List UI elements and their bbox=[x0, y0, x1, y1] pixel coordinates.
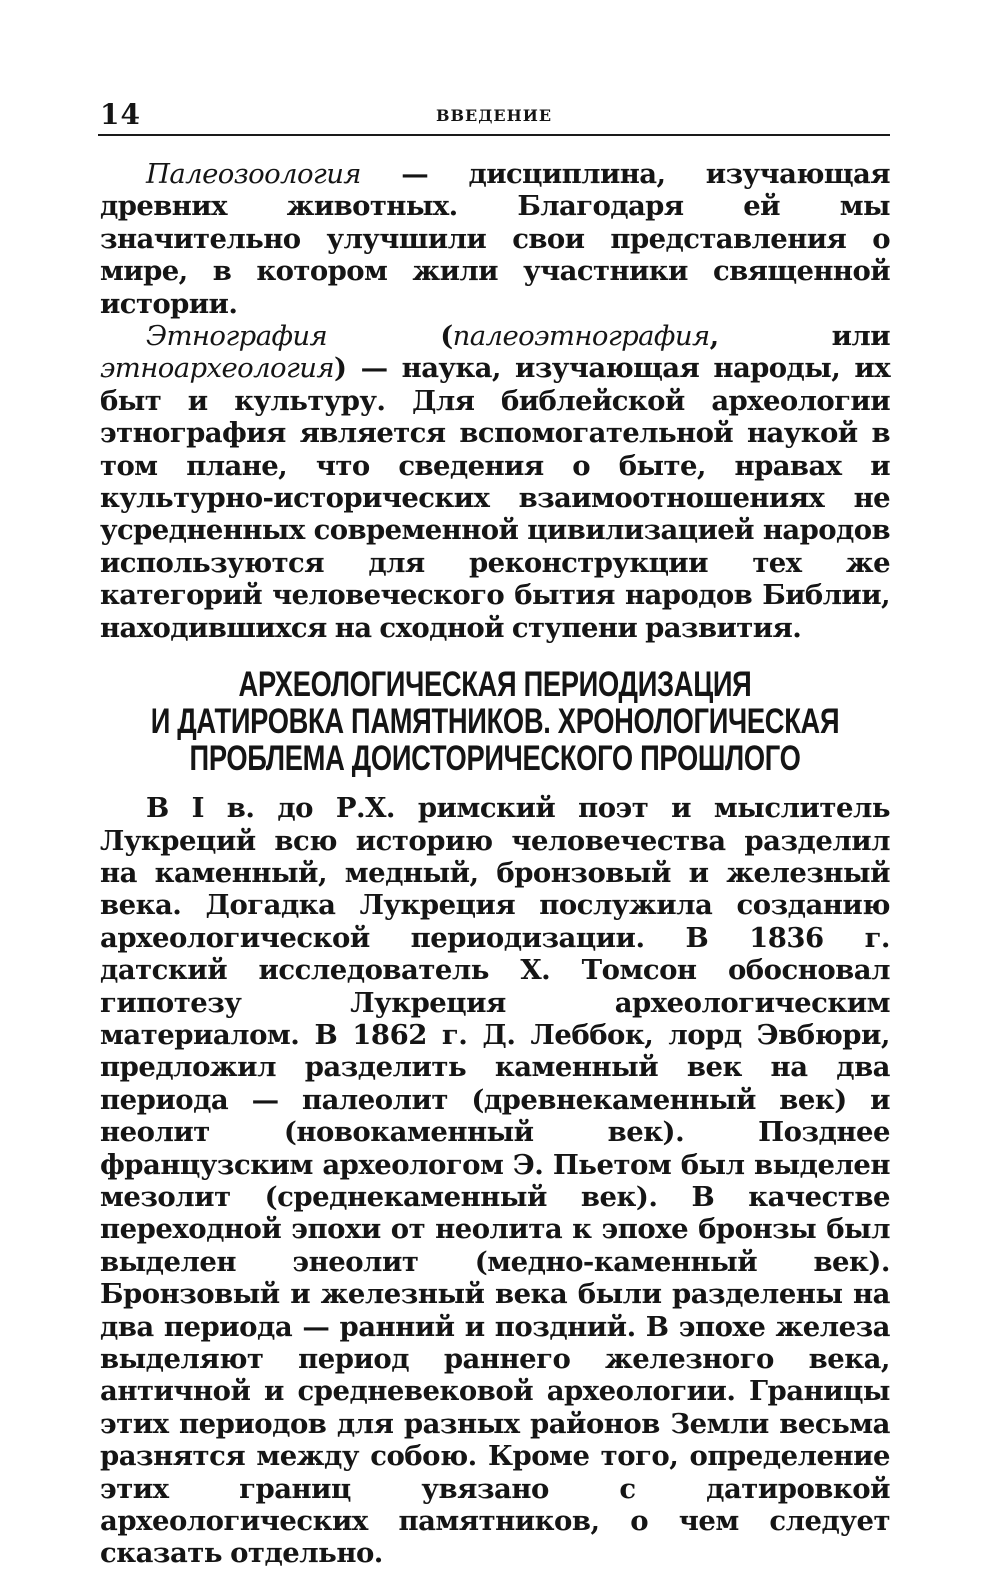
term-ethnoarchaeology: этноархеология bbox=[100, 352, 334, 385]
term-ethnography: Этнография bbox=[146, 320, 328, 353]
term-paleoethnography: палеоэтнография bbox=[452, 320, 710, 353]
paragraph-paleozoology bbox=[100, 158, 890, 320]
page-content bbox=[100, 158, 890, 1570]
paragraph-paleozoology-text: — дисциплина, изучающая древних животных. Благодаря ей мы значительно улучшили свои представления о мире, в котором жили участники священной истории. bbox=[100, 158, 890, 320]
running-head bbox=[98, 96, 890, 136]
term-paleozoology: Палеозоология bbox=[146, 158, 361, 190]
section-heading-line-1: АРХЕОЛОГИЧЕСКАЯ ПЕРИОДИЗАЦИЯ bbox=[238, 665, 752, 705]
paragraph-ethnography-text: ) — наука, изучающая народы, их быт и культуру. Для библейской археологии этнография является вспомогательной наукой в том плане, что сведения о быте, нравах и культурно-исторических взаимоотношениях не усредненных современной цивилизацией народов используются для реконструкции тех же категорий человеческого бытия народов Библии, находившихся на сходной ступени развития. bbox=[100, 352, 890, 644]
paren-open: ( bbox=[327, 320, 453, 353]
running-title: ВВЕДЕНИЕ bbox=[435, 106, 553, 125]
section-heading-line-3: ПРОБЛЕМА ДОИСТОРИЧЕСКОГО ПРОШЛОГО bbox=[189, 739, 801, 779]
section-heading-line-2: И ДАТИРОВКА ПАМЯТНИКОВ. ХРОНОЛОГИЧЕСКАЯ bbox=[150, 702, 840, 742]
section-body bbox=[100, 792, 890, 1570]
conjunction-text: , или bbox=[709, 320, 890, 353]
paragraph-ethnography bbox=[100, 320, 890, 644]
page-number: 14 bbox=[100, 98, 141, 131]
section-heading bbox=[101, 666, 889, 777]
paragraph-periodization: В I в. до Р.Х. римский поэт и мыслитель Лукреций всю историю человечества разделил на каменный, медный, бронзовый и железный века. Догадка Лукреция послужила созданию археологической периодизации. В 1836 г. датский исследователь Х. Томсон обосновал гипотезу Лукреция археологическим материалом. В 1862 г. Д. Леббок, лорд Эвбюри, предложил разделить каменный век на два периода — палеолит (древнекаменный век) и неолит (новокаменный век). Позднее французским археологом Э. Пьетом был выделен мезолит (среднекаменный век). В качестве переходной эпохи от неолита к эпохе бронзы был выделен энеолит (медно-каменный век). Бронзовый и железный века были разделены на два периода — ранний и поздний. В эпохе железа выделяют период раннего железного века, античной и средневековой археологии. Границы этих периодов для разных районов Земли весьма разнятся между собою. Кроме того, определение этих границ увязано с датировкой археологических памятников, о чем следует сказать отдельно. bbox=[100, 792, 890, 1570]
